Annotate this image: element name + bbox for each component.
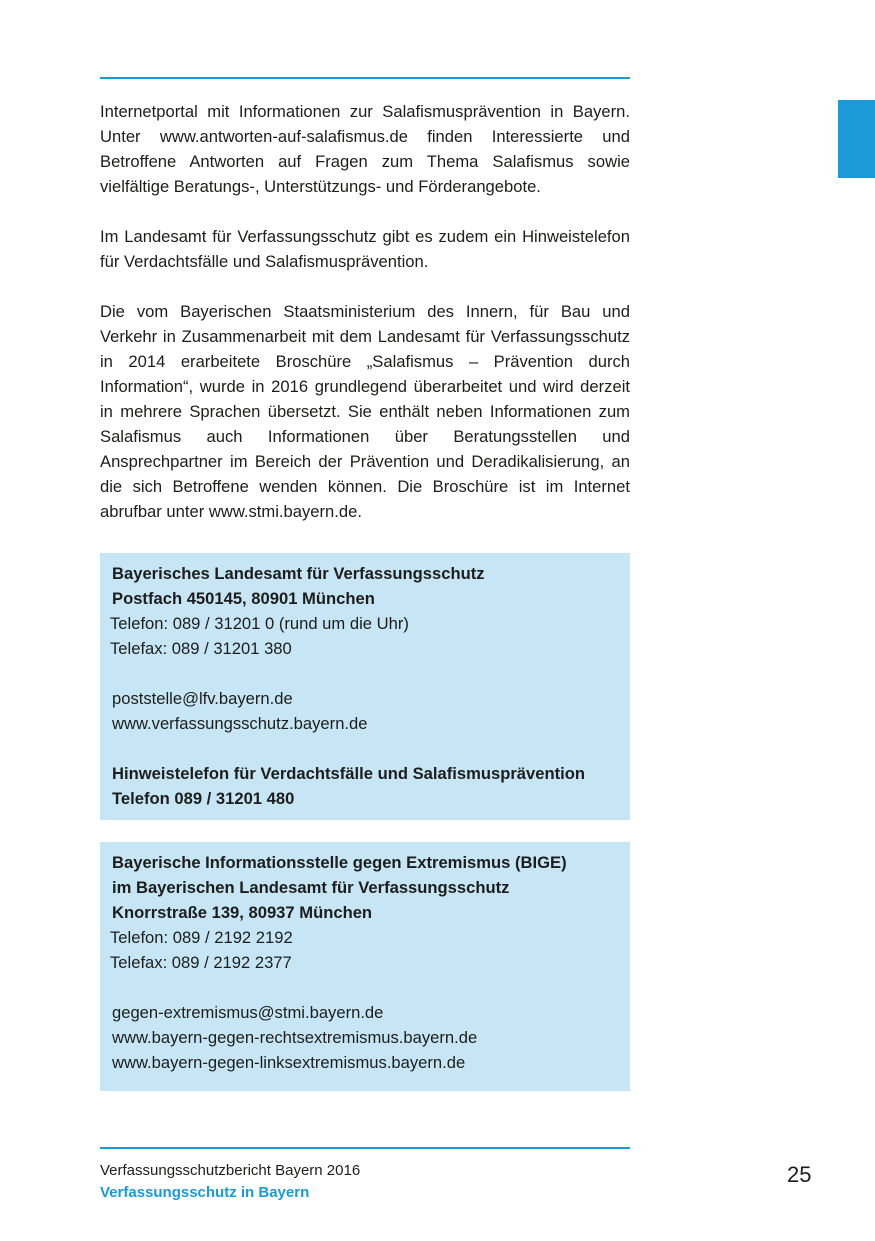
hotline-title: Hinweistelefon für Verdachtsfälle und Salafismusprävention bbox=[112, 764, 586, 783]
contact-box-landesamt bbox=[100, 553, 630, 820]
chapter-tab-marker bbox=[838, 100, 875, 178]
contact-website-link[interactable]: www.verfassungsschutz.bayern.de bbox=[112, 714, 368, 733]
footer-section-title: Verfassungsschutz in Bayern bbox=[100, 1184, 310, 1201]
contact-box-bige bbox=[100, 842, 630, 1091]
contact-name: Bayerische Informationsstelle gegen Extremismus (BIGE) bbox=[112, 853, 567, 872]
website-link-linksextremismus[interactable]: www.bayern-gegen-linksextremismus.bayern.de bbox=[112, 1053, 466, 1072]
body-text bbox=[100, 99, 630, 549]
contact-email-link[interactable]: gegen-extremismus@stmi.bayern.de bbox=[112, 1003, 384, 1022]
contact-name: Bayerisches Landesamt für Verfassungsschutz bbox=[112, 564, 485, 583]
website-link-rechtsextremismus[interactable]: www.bayern-gegen-rechtsextremismus.bayern.de bbox=[112, 1028, 478, 1047]
paragraph-salafismus-portal: Internetportal mit Informationen zur Salafismusprävention in Bayern. Unter www.antworten-auf-salafismus.de finden Interessierte und Betroffene Antworten auf Fragen zum Thema Salafismus sowie vielfältige Beratungs-, Unterstützungs- und Förderangebote. bbox=[100, 102, 630, 196]
hotline-phone: Telefon 089 / 31201 480 bbox=[112, 789, 295, 808]
contact-fax: Telefax: 089 / 31201 380 bbox=[110, 639, 292, 658]
footer-report-title: Verfassungsschutzbericht Bayern 2016 bbox=[100, 1162, 361, 1179]
contact-phone: Telefon: 089 / 2192 2192 bbox=[110, 928, 293, 947]
top-divider bbox=[100, 77, 630, 79]
page-number: 25 bbox=[787, 1162, 812, 1187]
contact-fax: Telefax: 089 / 2192 2377 bbox=[110, 953, 292, 972]
paragraph-broschuere: Die vom Bayerischen Staatsministerium des Innern, für Bau und Verkehr in Zusammenarbeit mit dem Landesamt für Verfassungsschutz in 2014 erarbeitete Broschüre „Salafismus – Prävention durch Information“, wurde in 2016 grundlegend überarbeitet und wird derzeit in mehrere Sprachen übersetzt. Sie enthält neben Informationen zum Salafismus auch Informationen über Beratungsstellen und Ansprechpartner im Bereich der Prävention und Deradikalisierung, an die sich Betroffene wenden können. Die Broschüre ist im Internet abrufbar unter www.stmi.bayern.de. bbox=[100, 302, 630, 521]
contact-phone: Telefon: 089 / 31201 0 (rund um die Uhr) bbox=[110, 614, 409, 633]
contact-address: Knorrstraße 139, 80937 München bbox=[112, 903, 373, 922]
contact-email-link[interactable]: poststelle@lfv.bayern.de bbox=[112, 689, 293, 708]
contact-address: Postfach 450145, 80901 München bbox=[112, 589, 375, 608]
contact-subtitle: im Bayerischen Landesamt für Verfassungsschutz bbox=[112, 878, 510, 897]
paragraph-hinweistelefon: Im Landesamt für Verfassungsschutz gibt es zudem ein Hinweistelefon für Verdachtsfälle und Salafismusprävention. bbox=[100, 227, 630, 271]
footer-divider bbox=[100, 1147, 630, 1149]
